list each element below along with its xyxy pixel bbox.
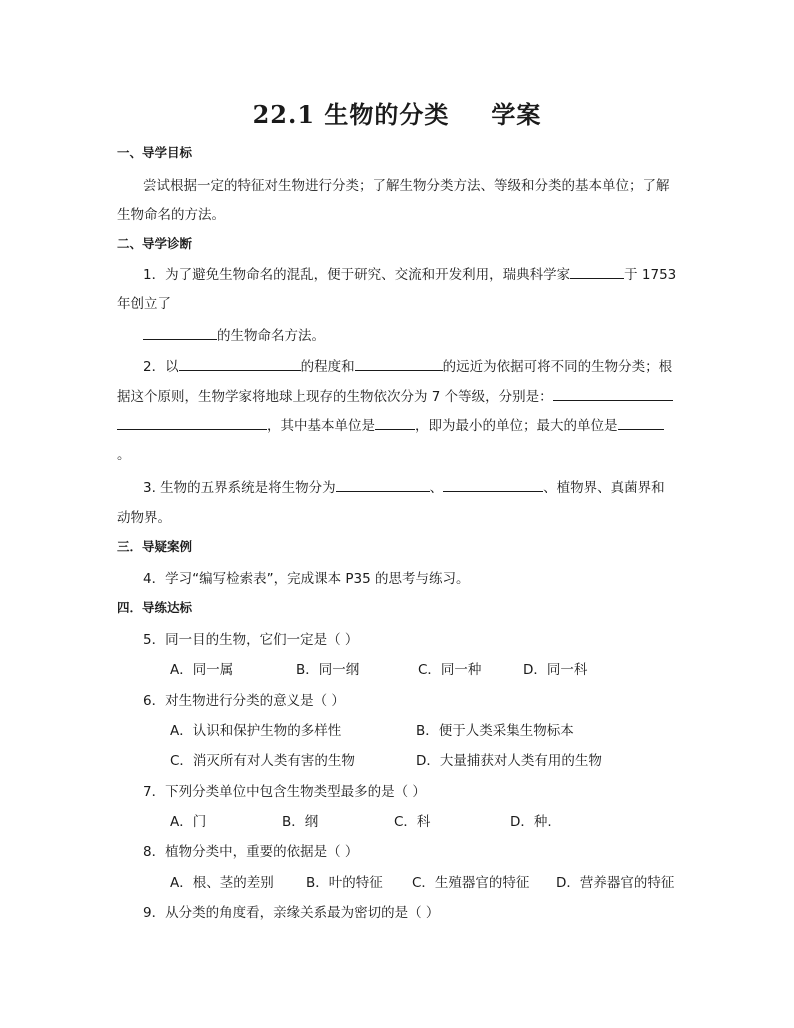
q5-option-b[interactable]: B．同一纲	[296, 662, 360, 678]
q6-option-c[interactable]: C．消灭所有对人类有害的生物	[170, 753, 355, 769]
q5-option-a[interactable]: A．同一属	[170, 662, 234, 678]
blank[interactable]	[355, 358, 443, 371]
q4-line: 4．学习“编写检索表”，完成课本 P35 的思考与练习。	[143, 571, 470, 587]
q5-option-c[interactable]: C．同一种	[418, 662, 482, 678]
q8-option-a[interactable]: A．根、茎的差别	[170, 875, 274, 891]
q7-option-a[interactable]: A．门	[170, 814, 207, 830]
q7-option-d[interactable]: D．种.	[510, 814, 552, 830]
q9-stem: 9．从分类的角度看，亲缘关系最为密切的是（ ）	[143, 905, 440, 921]
q2-line-1: 2．以 的程度和 的远近为依据可将不同的生物分类；根	[143, 359, 673, 375]
q1-line-2: 年创立了	[117, 296, 171, 312]
q6-option-a[interactable]: A．认识和保护生物的多样性	[170, 723, 342, 739]
blank[interactable]	[375, 417, 415, 430]
blank[interactable]	[336, 479, 430, 492]
q2-line-3: ，其中基本单位是 ，即为最小的单位；最大的单位是	[117, 414, 664, 434]
title-main: 22.1 生物的分类	[252, 100, 450, 129]
q5-option-d[interactable]: D．同一科	[523, 662, 588, 678]
blank[interactable]	[618, 417, 664, 430]
s1-line-2: 生物命名的方法。	[117, 207, 225, 223]
q8-option-c[interactable]: C．生殖器官的特征	[412, 875, 530, 891]
section-heading-1: 一、导学目标	[117, 145, 193, 160]
q8-option-b[interactable]: B．叶的特征	[306, 875, 383, 891]
q7-option-c[interactable]: C．科	[394, 814, 431, 830]
q1-line-1: 1．为了避免生物命名的混乱，便于研究、交流和开发利用，瑞典科学家 于 1753	[143, 267, 677, 283]
q8-stem: 8．植物分类中，重要的依据是（ ）	[143, 844, 359, 860]
section-heading-3: 三．导疑案例	[117, 539, 193, 554]
q8-option-d[interactable]: D．营养器官的特征	[556, 875, 675, 891]
blank[interactable]	[570, 266, 624, 279]
blank[interactable]	[443, 479, 543, 492]
q2-line-2: 据这个原则，生物学家将地球上现存的生物依次分为 7 个等级，分别是：	[117, 385, 673, 405]
section-heading-4: 四．导练达标	[117, 600, 193, 615]
section-heading-2: 二、导学诊断	[117, 236, 193, 251]
q6-option-b[interactable]: B．便于人类采集生物标本	[416, 723, 574, 739]
blank[interactable]	[553, 388, 673, 401]
blank[interactable]	[117, 417, 267, 430]
q3-line-1: 3. 生物的五界系统是将生物分为 、 、植物界、真菌界和	[143, 480, 665, 496]
s1-line-1: 尝试根据一定的特征对生物进行分类；了解生物分类方法、等级和分类的基本单位；了解	[143, 178, 670, 194]
q1-line-3: 的生物命名方法。	[143, 324, 325, 344]
q6-stem: 6．对生物进行分类的意义是（ ）	[143, 693, 345, 709]
q6-option-d[interactable]: D．大量捕获对人类有用的生物	[416, 753, 602, 769]
q7-option-b[interactable]: B．纲	[282, 814, 319, 830]
q3-line-2: 动物界。	[117, 510, 171, 526]
title-sub: 学案	[491, 100, 542, 129]
blank[interactable]	[179, 358, 301, 371]
q2-line-4: 。	[117, 447, 131, 463]
blank[interactable]	[143, 327, 217, 340]
q5-stem: 5．同一目的生物，它们一定是（ ）	[143, 632, 359, 648]
page-title	[0, 95, 794, 130]
q7-stem: 7．下列分类单位中包含生物类型最多的是（ ）	[143, 784, 426, 800]
